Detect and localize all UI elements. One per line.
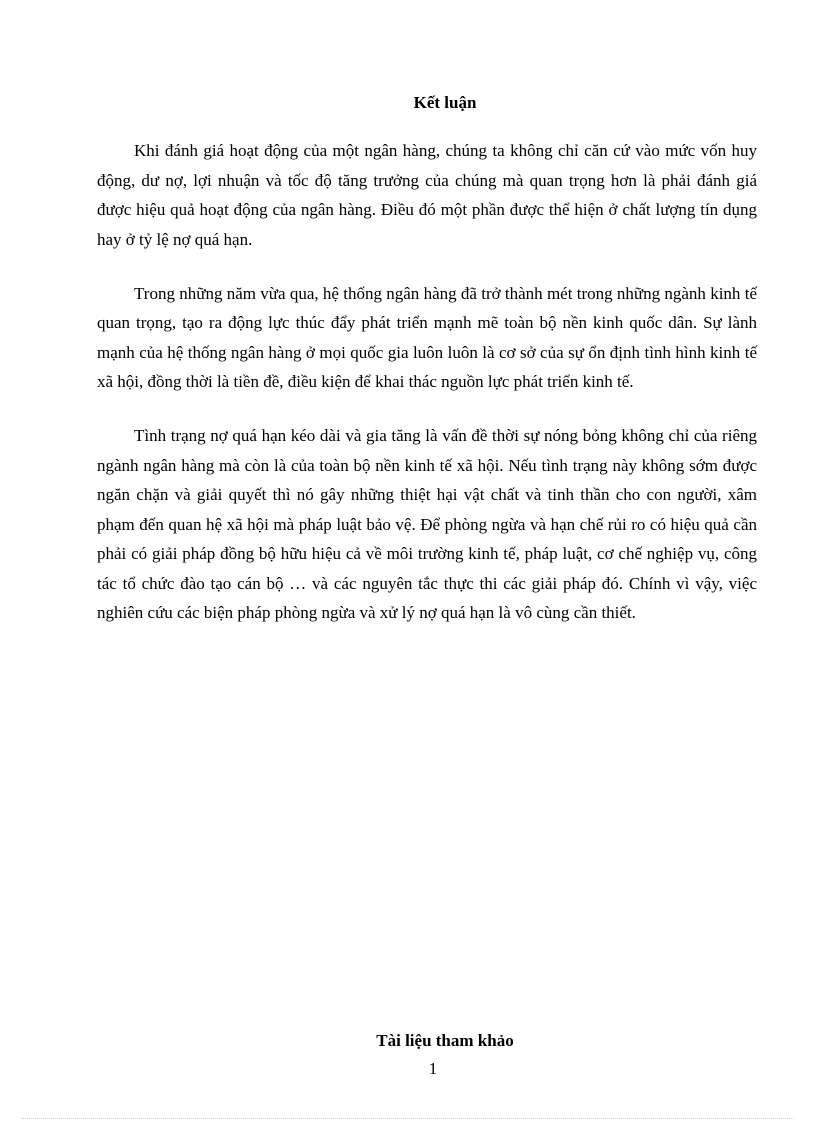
paragraph-3: Tình trạng nợ quá hạn kéo dài và gia tăng là vấn đề thời sự nóng bỏng không chỉ của riêng ngành ngân hàng mà còn là của toàn bộ nền kinh tế xã hội. Nếu tình trạng này không sớm được ngăn chặn và giải quyết thì nó gây những thiệt hại vật chất và tinh thần cho con người, xâm phạm đến quan hệ xã hội mà pháp luật bảo vệ. Để phòng ngừa và hạn chế rủi ro có hiệu quả cần phải có giải pháp đồng bộ hữu hiệu cả về môi trường kinh tế, pháp luật, cơ chế nghiệp vụ, công tác tổ chức đào tạo cán bộ … và các nguyên tắc thực thi các giải pháp đó. Chính vì vậy, việc nghiên cứu các biện pháp phòng ngừa và xử lý nợ quá hạn là vô cùng cần thiết. — [97, 426, 757, 622]
references-title: Tài liệu tham khảo — [376, 1031, 514, 1050]
footer-divider — [22, 1118, 794, 1119]
body-text — [97, 136, 757, 652]
paragraph-1: Khi đánh giá hoạt động của một ngân hàng, chúng ta không chỉ căn cứ vào mức vốn huy động, dư nợ, lợi nhuận và tốc độ tăng trưởng của chúng mà quan trọng hơn là phải đánh giá được hiệu quả hoạt động của ngân hàng. Điều đó một phần được thể hiện ở chất lượng tín dụng hay ở tỷ lệ nợ quá hạn. — [97, 141, 757, 249]
paragraph-2: Trong những năm vừa qua, hệ thống ngân hàng đã trở thành mét trong những ngành kinh tế quan trọng, tạo ra động lực thúc đẩy phát triển mạnh mẽ toàn bộ nền kinh quốc dân. Sự lành mạnh của hệ thống ngân hàng ở mọi quốc gia luôn luôn là cơ sở của sự ổn định tình hình kinh tế xã hội, đồng thời là tiền đề, điều kiện để khai thác nguồn lực phát triển kinh tế. — [97, 283, 757, 391]
conclusion-title: Kết luận — [413, 93, 477, 112]
page-number: 1 — [428, 1059, 438, 1078]
